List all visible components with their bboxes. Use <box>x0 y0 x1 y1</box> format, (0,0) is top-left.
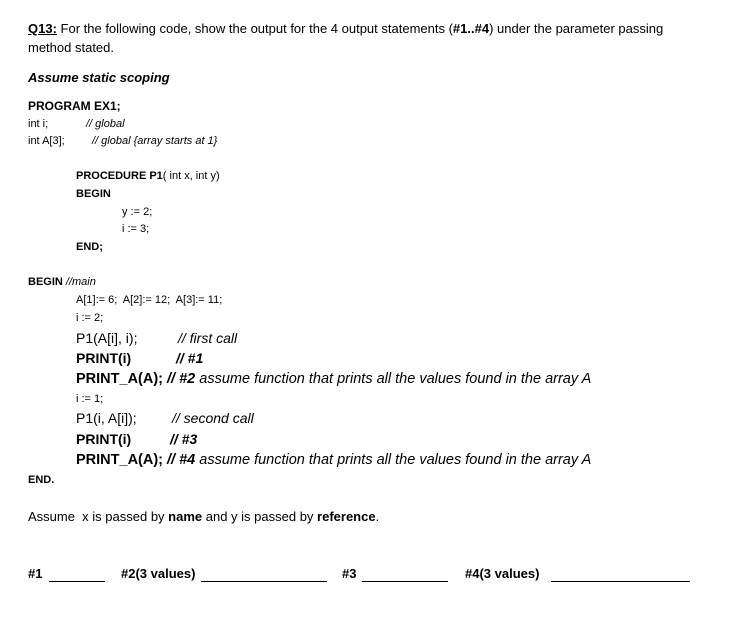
procedure-keyword: PROCEDURE P1 <box>76 170 163 182</box>
question-line-1 <box>28 22 663 35</box>
program-header: PROGRAM EX1; <box>28 99 121 113</box>
main-call-2-comment: // second call <box>172 410 254 426</box>
question-line-2: method stated. <box>28 40 114 55</box>
decl-array-a: int A[3]; <box>28 135 65 147</box>
answer-4-label: #4(3 values) <box>465 566 540 581</box>
main-print-a-1-comment: assume function that prints all the values found in the array A <box>195 371 592 387</box>
main-init-array: A[1]:= 6; A[2]:= 12; A[3]:= 11; <box>76 294 223 306</box>
main-print-2: PRINT(i) <box>76 431 132 447</box>
main-print-a-2: PRINT_A(A); <box>76 452 163 468</box>
main-call-1: P1(A[i], i); <box>76 330 138 346</box>
passing-prefix: Assume x is passed by <box>28 509 169 524</box>
procedure-end: END; <box>76 241 103 253</box>
answer-1-blank[interactable] <box>49 569 105 582</box>
main-call-1-comment: // first call <box>178 330 238 346</box>
passing-statement <box>28 510 379 523</box>
question-text-end: ) under the parameter passing <box>489 21 664 36</box>
main-set-i-2: i := 2; <box>76 312 104 324</box>
scoping-assumption: Assume static scoping <box>28 70 170 85</box>
main-set-i-1: i := 1; <box>76 393 104 405</box>
procedure-stmt-i: i := 3; <box>122 223 150 235</box>
question-range: #1..#4 <box>452 21 490 36</box>
main-print-a-1-tag: // #2 <box>167 371 196 387</box>
main-print-a-1-line <box>76 372 591 387</box>
main-print-2-comment: // #3 <box>170 431 198 447</box>
procedure-params: ( int x, int y) <box>162 170 220 182</box>
answer-4-blank[interactable] <box>551 569 690 582</box>
procedure-signature <box>76 171 220 182</box>
main-end: END. <box>28 474 55 486</box>
main-print-a-2-line <box>76 453 591 468</box>
answer-3-blank[interactable] <box>362 569 448 582</box>
answer-2-label: #2(3 values) <box>121 566 196 581</box>
answer-3-label: #3 <box>342 566 357 581</box>
procedure-begin: BEGIN <box>76 188 111 200</box>
main-begin-line <box>28 277 96 288</box>
decl-int-i: int i; <box>28 118 49 130</box>
passing-middle: and y is passed by <box>202 509 318 524</box>
question-text: For the following code, show the output for the 4 output statements ( <box>56 21 453 36</box>
main-print-a-2-tag: // #4 <box>167 452 196 468</box>
main-comment: //main <box>65 276 96 288</box>
decl-array-a-comment: // global {array starts at 1} <box>92 135 218 147</box>
main-call-2: P1(i, A[i]); <box>76 410 137 426</box>
main-begin: BEGIN <box>28 276 63 288</box>
main-print-1: PRINT(i) <box>76 350 132 366</box>
question-number: Q13: <box>28 21 57 36</box>
answer-2-blank[interactable] <box>201 569 327 582</box>
passing-x-mode: name <box>168 509 203 524</box>
main-print-1-comment: // #1 <box>176 350 204 366</box>
decl-int-i-comment: // global <box>86 118 125 130</box>
answer-1-label: #1 <box>28 566 43 581</box>
passing-suffix: . <box>375 509 380 524</box>
procedure-stmt-y: y := 2; <box>122 206 153 218</box>
main-print-a-1: PRINT_A(A); <box>76 371 163 387</box>
main-print-a-2-comment: assume function that prints all the values found in the array A <box>195 452 592 468</box>
passing-y-mode: reference <box>317 509 376 524</box>
